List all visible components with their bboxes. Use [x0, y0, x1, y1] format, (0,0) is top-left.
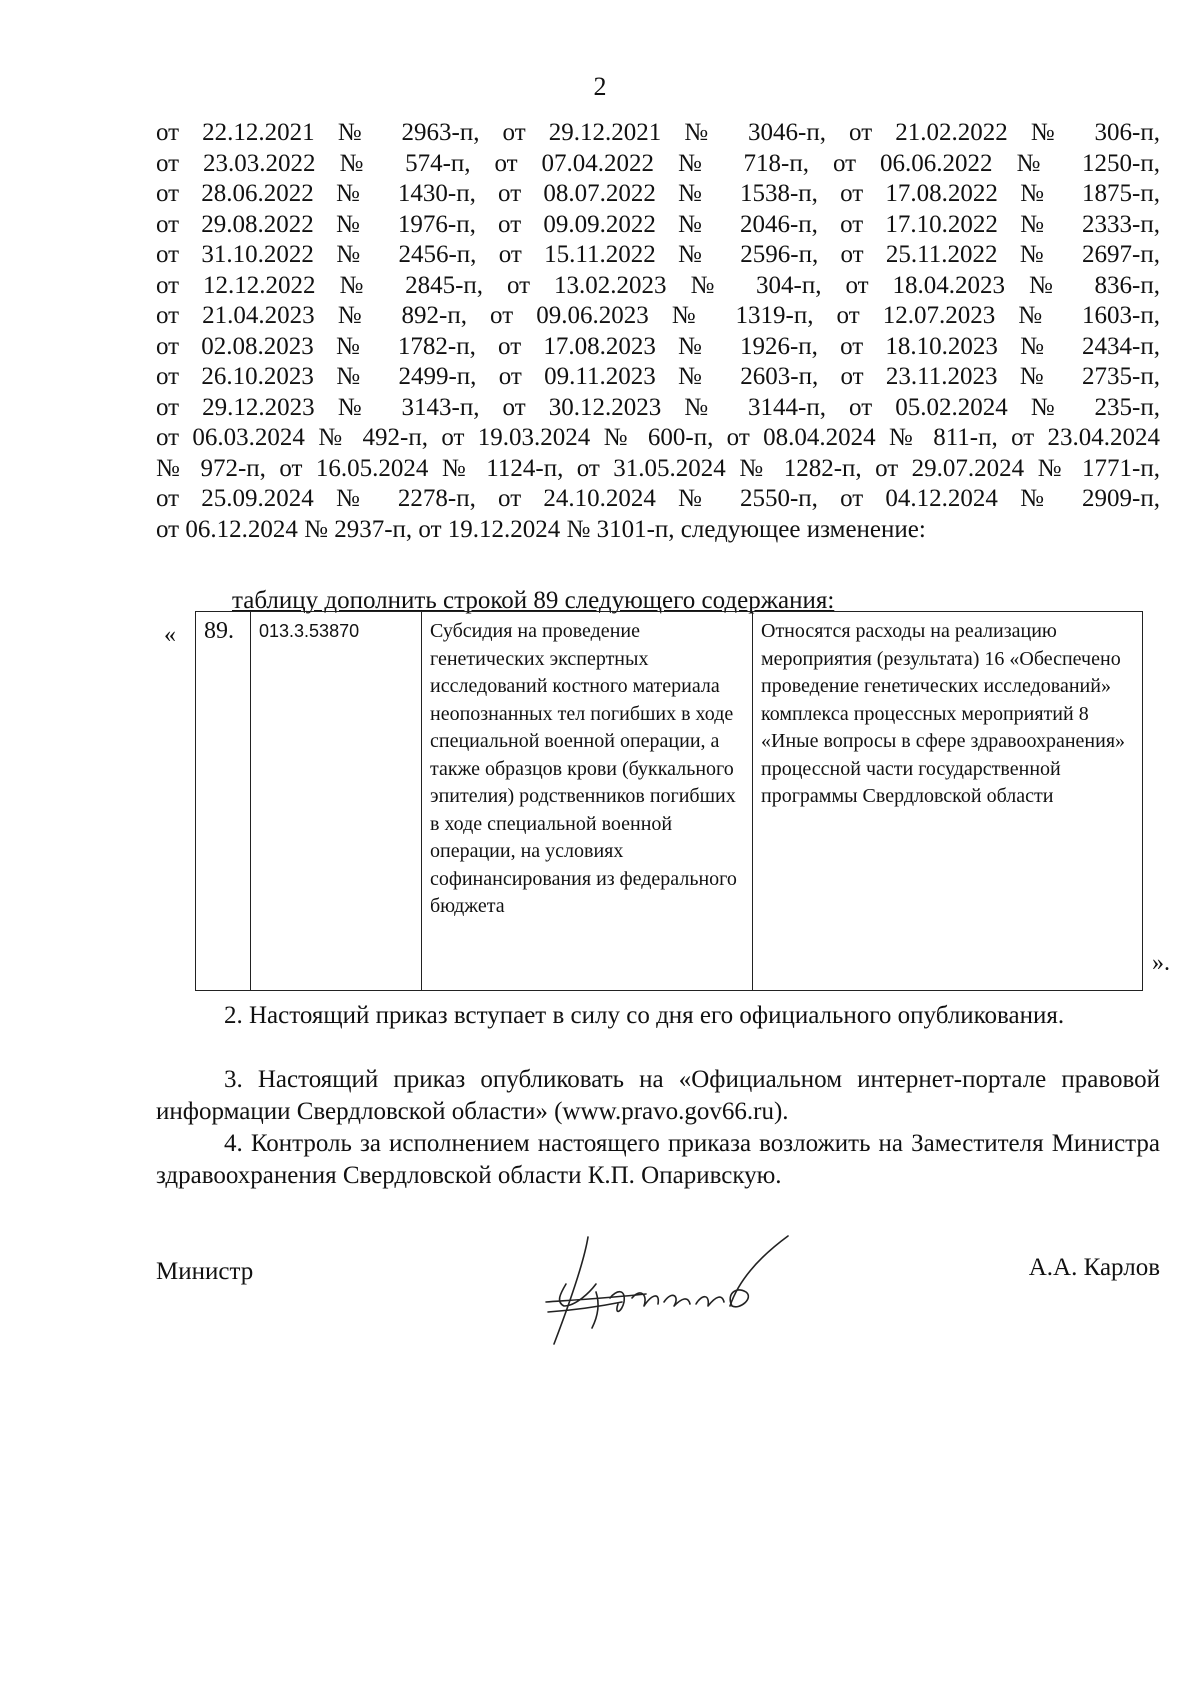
- signatory-name: А.А. Карлов: [1028, 1254, 1160, 1281]
- opening-quote: «: [164, 622, 176, 648]
- reference-line: от 06.12.2024 № 2937-п, от 19.12.2024 № 3101-п, следующее изменение:: [156, 515, 926, 543]
- reference-line: от 02.08.2023 № 1782-п, от 17.08.2023 № 1926-п, от 18.10.2023 № 2434-п,: [156, 332, 1160, 360]
- reference-line: от 22.12.2021 № 2963-п, от 29.12.2021 № 3046-п, от 21.02.2022 № 306-п,: [156, 119, 1160, 146]
- paragraph-2: 2. Настоящий приказ вступает в силу со дня его официального опубликования.: [224, 1002, 1065, 1029]
- signatory-title: Министр: [156, 1258, 254, 1285]
- row-note: Относятся расходы на реализацию мероприятия (результата) 16 «Обеспечено проведение генетических исследований» комплекса процессных мероприятий 8 «Иные вопросы в сфере здравоохранения» процессной части государственной программы Свердловской области: [753, 612, 1143, 991]
- closing-quote: ».: [1152, 950, 1170, 976]
- row-name: Субсидия на проведение генетических экспертных исследований костного материала неопознанных тел погибших в ходе специальной военной операции, а также образцов крови (буккального эпителия) родственников погибших в ходе специальной военной операции, на условиях софинансирования из федерального бюджета: [422, 612, 753, 991]
- reference-line: от 12.12.2022 № 2845-п, от 13.02.2023 № 304-п, от 18.04.2023 № 836-п,: [156, 271, 1160, 299]
- reference-line: № 972-п, от 16.05.2024 № 1124-п, от 31.05.2024 № 1282-п, от 29.07.2024 № 1771-п,: [156, 454, 1160, 482]
- page-number: 2: [593, 72, 607, 101]
- handwritten-signature: [526, 1232, 826, 1352]
- row-code: 013.3.53870: [251, 612, 422, 991]
- row-number: 89.: [196, 612, 251, 991]
- reference-line: от 06.03.2024 № 492-п, от 19.03.2024 № 600-п, от 08.04.2024 № 811-п, от 23.04.2024: [156, 424, 1160, 451]
- amendment-references: [156, 118, 1160, 545]
- reference-line: от 29.08.2022 № 1976-п, от 09.09.2022 № 2046-п, от 17.10.2022 № 2333-п,: [156, 210, 1160, 238]
- paragraph-3: 3. Настоящий приказ опубликовать на «Официальном интернет-портале правовой информации Свердловской области» (www.pravo.gov66.ru).: [156, 1066, 1160, 1125]
- reference-line: от 23.03.2022 № 574-п, от 07.04.2022 № 718-п, от 06.06.2022 № 1250-п,: [156, 149, 1160, 177]
- reference-line: от 31.10.2022 № 2456-п, от 15.11.2022 № 2596-п, от 25.11.2022 № 2697-п,: [156, 241, 1160, 268]
- table-row: [196, 612, 1143, 991]
- signature-block: [156, 1232, 1160, 1352]
- paragraph-4: 4. Контроль за исполнением настоящего приказа возложить на Заместителя Министра здравоохранения Свердловской области К.П. Опаривскую.: [156, 1130, 1160, 1189]
- reference-line: от 26.10.2023 № 2499-п, от 09.11.2023 № 2603-п, от 23.11.2023 № 2735-п,: [156, 363, 1160, 390]
- reference-line: от 29.12.2023 № 3143-п, от 30.12.2023 № 3144-п, от 05.02.2024 № 235-п,: [156, 393, 1160, 421]
- inserted-table-row: [195, 611, 1143, 991]
- reference-line: от 25.09.2024 № 2278-п, от 24.10.2024 № 2550-п, от 04.12.2024 № 2909-п,: [156, 485, 1160, 512]
- table-intro: таблицу дополнить строкой 89 следующего содержания:: [232, 587, 835, 614]
- reference-line: от 28.06.2022 № 1430-п, от 08.07.2022 № 1538-п, от 17.08.2022 № 1875-п,: [156, 180, 1160, 207]
- reference-line: от 21.04.2023 № 892-п, от 09.06.2023 № 1319-п, от 12.07.2023 № 1603-п,: [156, 302, 1160, 329]
